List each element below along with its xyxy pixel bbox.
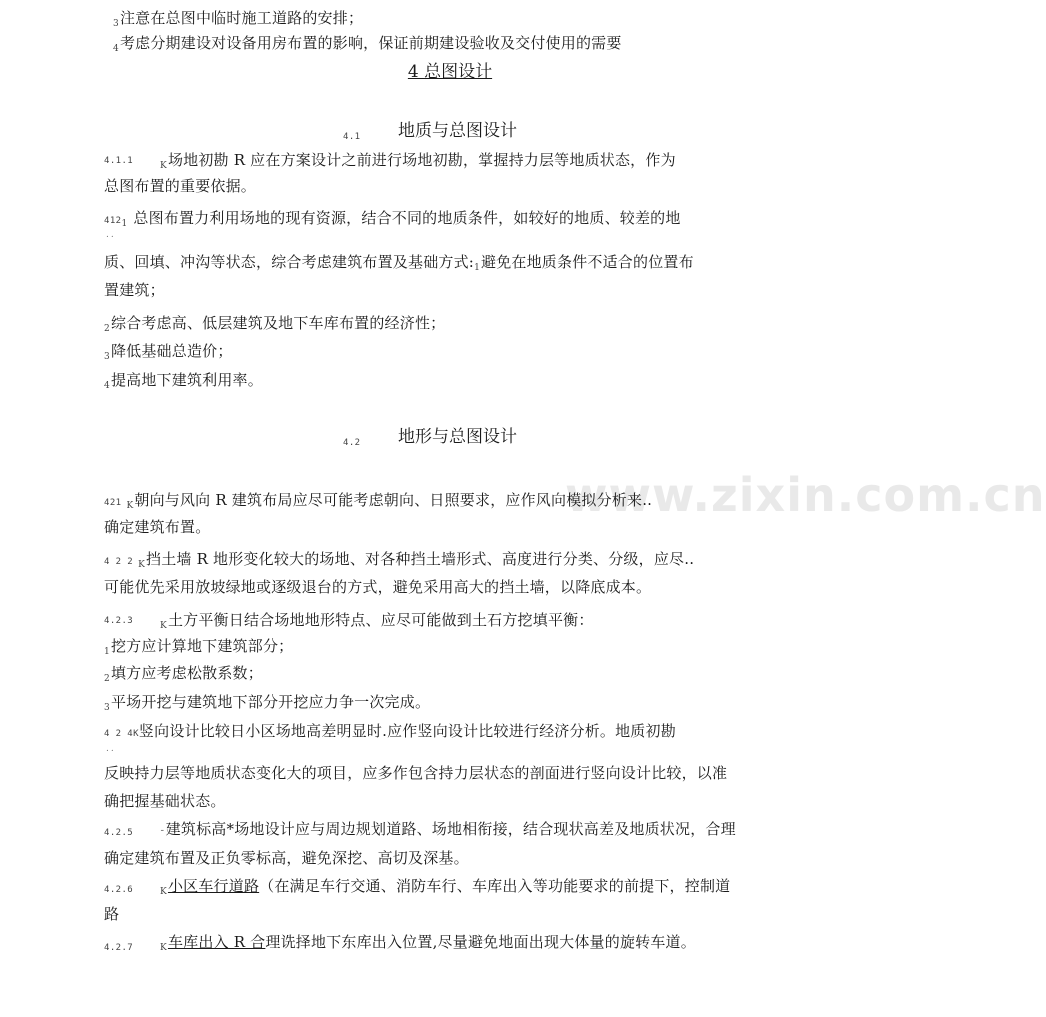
item-text: 考虑分期建设对设备用房布置的影响，保证前期建设验收及交付使用的需要 [119,34,622,52]
clause-number: 4.2.5 [104,828,134,838]
clause-text: 质、回填、冲沟等状态，综合考虑建筑布置及基础方式: [104,253,475,271]
item-text: 平场开挖与建筑地下部分开挖应力争一次完成。 [110,693,431,711]
clause-line: 反映持力层等地质状态变化大的项目，应多作包含持力层状态的剖面进行竖向设计比较，以准 [104,764,728,782]
item-number: 3 [104,352,110,362]
clause-number: 1 [115,498,122,508]
item-number: 3 [104,703,110,713]
clause-number: 4.2.3 [104,616,134,626]
clause-number: 4 2 4K [104,729,139,739]
clause-number: 42 [104,498,116,508]
clause-number: 2 [115,216,122,226]
clause-line: 可能优先采用放坡绿地或逐级退台的方式，避免采用高大的挡土墙，以降底成本。 [104,578,652,596]
item-number: 3 [113,19,119,29]
clause-number: 4.1.1 [104,156,134,166]
item-number: 1 [474,263,480,273]
clause-line [104,208,681,234]
clause-text: 竖向设计比较日小区场地高差明显时.应作竖向设计比较进行经济分析。地质初勘 [138,722,676,740]
clause-line [104,252,694,278]
clause-number: 4.2.6 [104,885,134,895]
chapter-title-text: 4 总图设计 [407,62,493,82]
clause-number: 4 2 2 [104,557,134,567]
clause-mark: K [160,887,167,897]
item-number: 4 [104,381,110,391]
clause-line: 路 [104,905,120,923]
intro-item [113,8,363,34]
item-number: 1 [104,647,110,657]
clause-number: 41 [104,216,116,226]
clause-line: 确把握基础状态。 [104,792,226,810]
item-text: 挖方应计算地下建筑部分； [110,637,294,655]
clause-line [104,549,694,575]
item-text: 填方应考虑松散系数； [110,664,263,682]
clause-number: 1 [121,219,128,229]
clause-number: 4.2.7 [104,943,134,953]
clause-text: 建筑标高*场地设计应与周边规划道路、场地相衔接，结合现状高差及地质状况，合理 [165,820,736,838]
item-text: 提高地下建筑利用率。 [110,371,263,389]
underlined-term: 车库出入 R 合 [167,933,266,951]
clause-text: 朝向与风向 R 建筑布局应尽可能考虑朝向、日照要求，应作风向模拟分析来.. [134,491,653,509]
artifact-dots: .. [106,230,116,240]
clause-text: 场地初勘 R 应在方案设计之前进行场地初勘，掌握持力层等地质状态，作为 [167,151,676,169]
watermark: www.zixin.com.cn [565,468,1046,522]
clause-mark: K [160,621,167,631]
chapter-title [0,61,900,83]
clause-mark: K [138,560,145,570]
item-number: 2 [104,674,110,684]
clause-line [160,819,736,845]
item-text: 注意在总图中临时施工道路的安排； [119,9,364,27]
intro-item [113,33,622,59]
clause-text: 理诜择地下东库出入位置,尽量避免地面出现大体量的旋转车道。 [265,933,696,951]
clause-line [160,150,676,176]
clause-line [104,721,676,741]
item-text: 综合考虑高、低层建筑及地下车库布置的经济性； [110,314,446,332]
clause-line: 置建筑； [104,281,165,299]
section-title: 地形与总图设计 [398,427,517,447]
list-item [104,341,233,367]
clause-text: 土方平衡日结合场地地形特点、应尽可能做到土石方挖填平衡： [167,611,594,629]
clause-text: 总图布置力利用场地的现有资源，结合不同的地质条件，如较好的地质、较差的地 [133,209,681,227]
item-number: 2 [104,324,110,334]
section-number: 4.2 [343,438,361,448]
artifact-dots: .. [106,744,116,754]
section-title: 地质与总图设计 [398,121,517,141]
list-item [104,692,430,718]
list-item [104,370,263,396]
item-number: 4 [113,44,119,54]
clause-mark: K [160,943,167,953]
clause-mark: K [160,161,167,171]
clause-line [160,610,594,636]
clause-line [160,876,730,902]
clause-mark: ˉ [160,830,165,840]
clause-text: 挡土墙 R 地形变化较大的场地、对各种挡土墙形式、高度进行分类、分级，应尽.. [146,550,695,568]
clause-line: 确定建筑布置及正负零标高，避免深挖、高切及深基。 [104,849,469,867]
clause-text: （在满足车行交通、消防车行、车库出入等功能要求的前提下，控制道 [259,877,731,895]
clause-line [104,490,652,516]
clause-line [160,932,696,958]
list-item [104,663,263,689]
clause-line: 总图布置的重要依据。 [104,177,257,195]
clause-text: 避免在地质条件不适合的位置布 [481,253,694,271]
item-text: 降低基础总造价； [110,342,233,360]
underlined-term: 小区车行道路 [167,877,260,895]
section-number: 4.1 [343,132,361,142]
clause-mark: K [126,501,134,511]
list-item [104,636,293,662]
clause-line: 确定建筑布置。 [104,518,211,536]
list-item [104,313,445,339]
